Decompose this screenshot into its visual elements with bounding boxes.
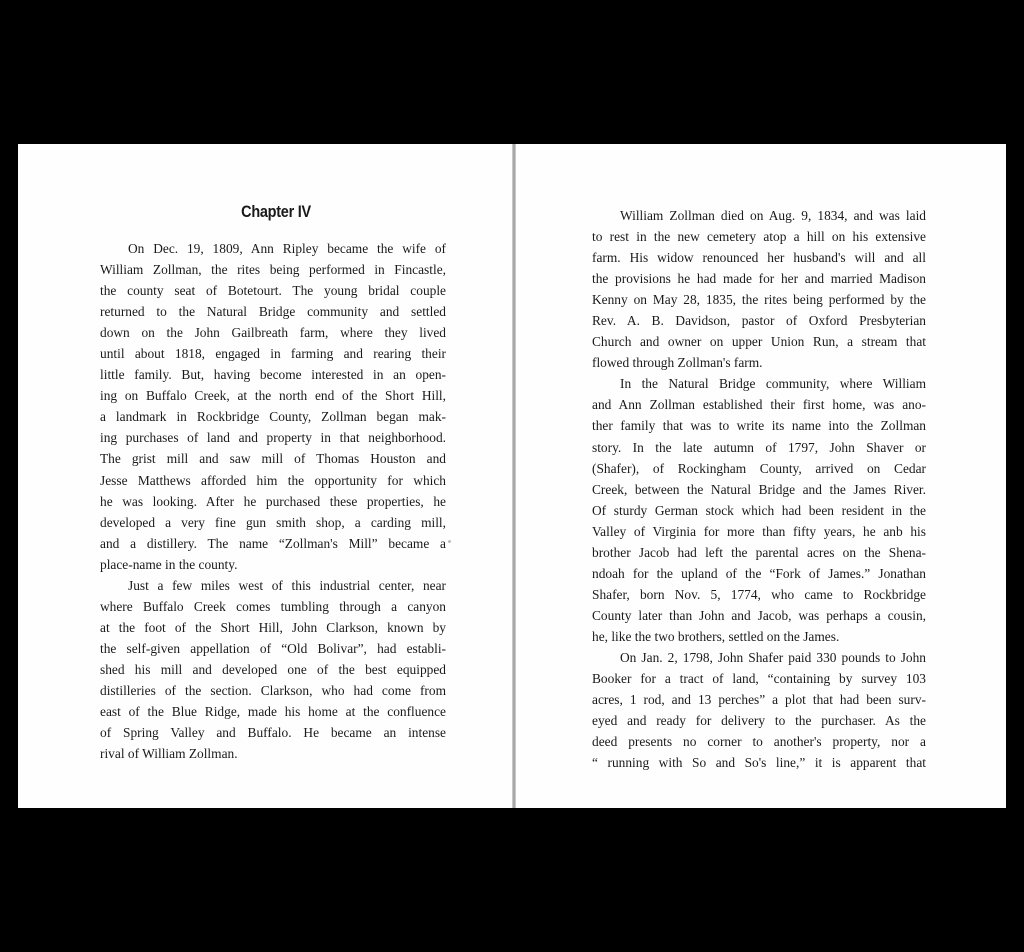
text-line: County later than John and Jacob, was perhaps a cousin, bbox=[592, 607, 926, 623]
text-line: Shafer, born Nov. 5, 1774, who came to Rockbridge bbox=[592, 586, 926, 602]
text-line: (Shafer), of Rockingham County, arrived on Cedar bbox=[592, 460, 926, 476]
text-line: of Spring Valley and Buffalo. He became an intense bbox=[100, 725, 446, 741]
text-line: until about 1818, engaged in farming and rearing their bbox=[100, 346, 446, 362]
text-line: In the Natural Bridge community, where William bbox=[620, 376, 926, 392]
text-line: “ running with So and So's line,” it is apparent that bbox=[592, 755, 926, 771]
text-line: Booker for a tract of land, “containing by survey 103 bbox=[592, 671, 926, 687]
text-line: Just a few miles west of this industrial center, near bbox=[128, 577, 446, 593]
book-spread bbox=[18, 144, 1006, 808]
text-line: he, like the two brothers, settled on the James. bbox=[592, 628, 840, 644]
text-line: the county seat of Botetourt. The young bridal couple bbox=[100, 283, 446, 299]
text-line: farm. His widow renounced her husband's will and all bbox=[592, 250, 926, 266]
text-line: Of sturdy German stock which had been resident in the bbox=[592, 502, 926, 518]
text-line: acres, 1 rod, and 13 perches” a plot that had been surv- bbox=[592, 692, 926, 708]
text-line: ther family that was to write its name into the Zollman bbox=[592, 418, 926, 434]
left-page-text bbox=[100, 238, 446, 764]
text-line: brother Jacob had left the parental acres on the Shena- bbox=[592, 544, 926, 560]
text-line: Church and owner on upper Union Run, a stream that bbox=[592, 334, 926, 350]
text-line: to rest in the new cemetery atop a hill on his extensive bbox=[592, 229, 926, 245]
text-line: Jesse Matthews afforded him the opportunity for which bbox=[100, 472, 446, 488]
text-line: On Dec. 19, 1809, Ann Ripley became the wife of bbox=[128, 241, 446, 256]
text-line: he was looking. After he purchased these properties, he bbox=[100, 493, 446, 509]
text-line: ndoah for the upland of the “Fork of James.” Jonathan bbox=[592, 565, 926, 581]
text-line: east of the Blue Ridge, made his home at the confluence bbox=[100, 704, 446, 720]
text-line: ing on Buffalo Creek, at the north end of the Short Hill, bbox=[100, 388, 446, 404]
text-line: little family. But, having become interested in an open- bbox=[100, 367, 446, 383]
text-line: Valley of Virginia for more than fifty years, he anb his bbox=[592, 523, 926, 539]
text-line: a landmark in Rockbridge County, Zollman began mak- bbox=[100, 409, 446, 425]
text-line: ing purchases of land and property in that neighborhood. bbox=[100, 430, 446, 446]
text-line: returned to the Natural Bridge community and settled bbox=[100, 304, 446, 320]
text-line: Kenny on May 28, 1835, the rites being performed by the bbox=[592, 292, 926, 308]
print-speck bbox=[448, 540, 451, 543]
text-line: developed a very fine gun smith shop, a carding mill, bbox=[100, 514, 446, 530]
left-page bbox=[18, 144, 514, 808]
text-line: Rev. A. B. Davidson, pastor of Oxford Presbyterian bbox=[592, 313, 926, 329]
text-line: Creek, between the Natural Bridge and the James River. bbox=[592, 481, 926, 497]
text-line: at the foot of the Short Hill, John Clarkson, known by bbox=[100, 619, 446, 635]
text-line: story. In the late autumn of 1797, John Shaver or bbox=[592, 439, 926, 455]
text-line: distilleries of the section. Clarkson, who had come from bbox=[100, 682, 446, 698]
text-line: place-name in the county. bbox=[100, 556, 238, 572]
text-line: rival of William Zollman. bbox=[100, 746, 238, 762]
text-line: William Zollman died on Aug. 9, 1834, and was laid bbox=[620, 208, 926, 223]
text-line: the self-given appellation of “Old Bolivar”, had establi- bbox=[100, 640, 446, 656]
text-line: eyed and ready for delivery to the purchaser. As the bbox=[592, 713, 926, 729]
text-line: flowed through Zollman's farm. bbox=[592, 355, 763, 371]
chapter-title: Chapter IV bbox=[241, 202, 311, 221]
text-line: and Ann Zollman established their first home, was ano- bbox=[592, 397, 926, 413]
text-line: where Buffalo Creek comes tumbling through a canyon bbox=[100, 598, 446, 614]
text-line: On Jan. 2, 1798, John Shafer paid 330 pounds to John bbox=[620, 649, 926, 665]
text-line: and a distillery. The name “Zollman's Mill” became a bbox=[100, 535, 446, 551]
text-line: the provisions he had made for her and married Madison bbox=[592, 271, 926, 287]
right-page-text bbox=[592, 205, 926, 773]
right-page bbox=[516, 144, 1006, 808]
text-line: deed presents no corner to another's property, nor a bbox=[592, 734, 926, 750]
text-line: William Zollman, the rites being performed in Fincastle, bbox=[100, 262, 446, 278]
text-line: down on the John Gailbreath farm, where they lived bbox=[100, 325, 446, 341]
text-line: shed his mill and developed one of the best equipped bbox=[100, 661, 446, 677]
text-line: The grist mill and saw mill of Thomas Houston and bbox=[100, 451, 446, 467]
